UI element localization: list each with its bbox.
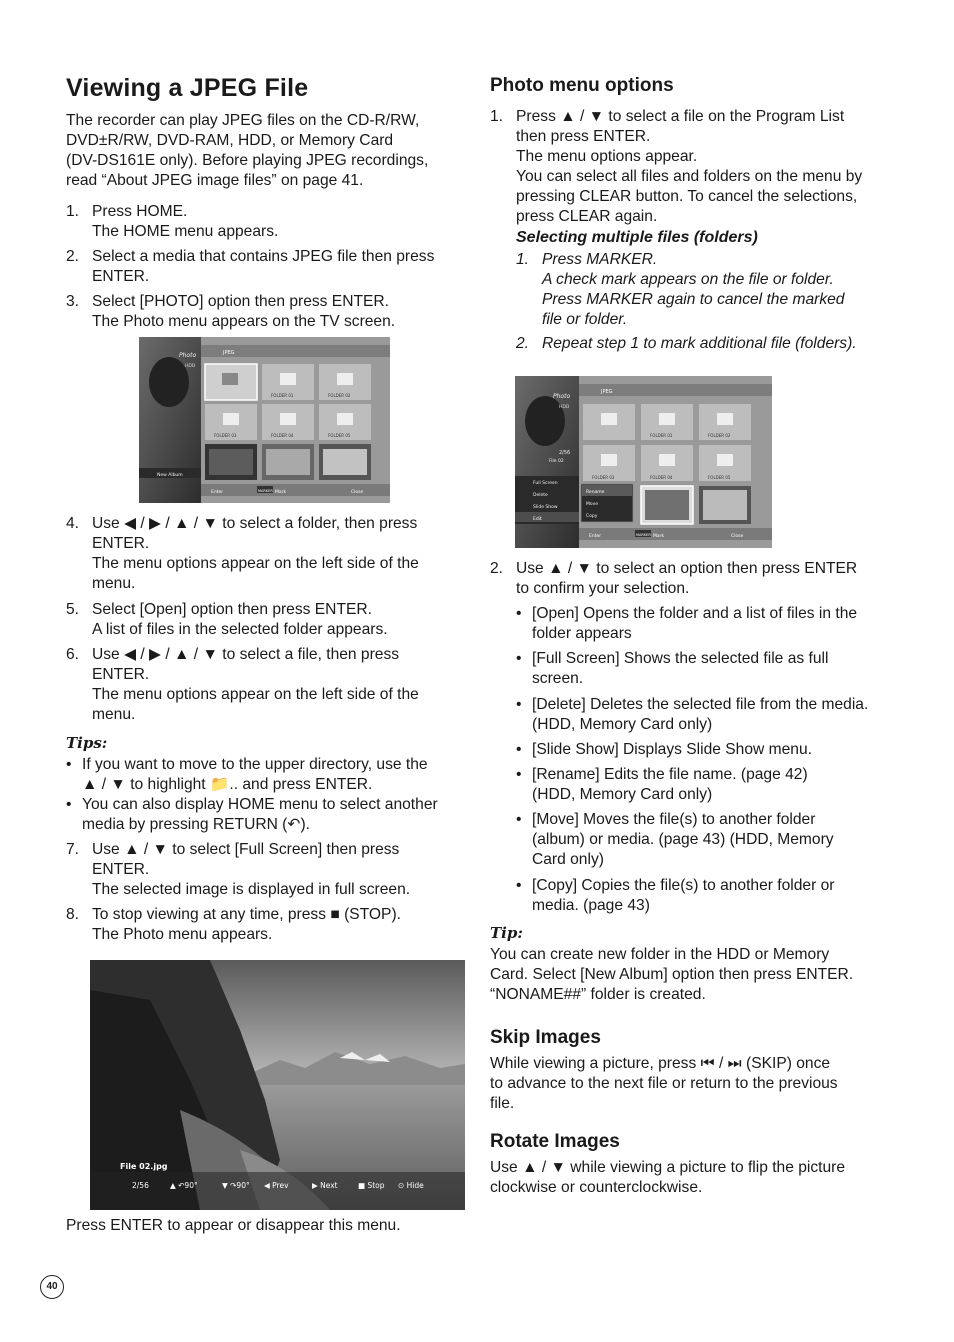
folder-label: FOLDER 04 xyxy=(650,475,673,480)
sub-heading: Selecting multiple files (folders) xyxy=(516,229,758,246)
left-menu-item: New Album xyxy=(157,473,183,478)
option-line: [Move] Moves the file(s) to another folder xyxy=(532,811,816,828)
step-line: menu. xyxy=(92,575,136,592)
tip-line: You can create new folder in the HDD or Memory xyxy=(490,946,830,963)
rotate-paragraph xyxy=(490,1158,890,1198)
rotate-ccw-control: ▲ ↶90° xyxy=(170,1181,198,1190)
intro-line: DVD±R/RW, DVD-RAM, HDD, or Memory Card xyxy=(66,132,394,149)
stop-control: ■ Stop xyxy=(358,1181,385,1190)
step-line: A list of files in the selected folder appears. xyxy=(92,621,388,638)
menu-item-edit: Edit xyxy=(533,517,542,522)
step-line: Select [PHOTO] option then press ENTER. xyxy=(92,293,389,310)
step-line: Use ◀ / ▶ / ▲ / ▼ to select a file, then press xyxy=(92,646,400,663)
file-count: 2/56 xyxy=(559,450,571,456)
photo-menu-screenshot xyxy=(139,337,390,503)
tip-line: You can also display HOME menu to select another xyxy=(82,796,438,813)
step-line: The Photo menu appears. xyxy=(92,926,273,943)
tip-line: “NONAME##” folder is created. xyxy=(490,986,706,1003)
photo-options-screen-graphic xyxy=(515,376,772,548)
tip-heading: Tip: xyxy=(490,924,523,942)
step-line: Use ▲ / ▼ to select an option then press ENTER xyxy=(516,560,858,577)
option-line: (HDD, Memory Card only) xyxy=(532,716,713,733)
page-title: Viewing a JPEG File xyxy=(66,74,309,102)
landscape-photo xyxy=(90,960,465,1210)
step-number: 2. xyxy=(66,248,80,265)
option-line: folder appears xyxy=(532,625,632,642)
folder-label: FOLDER 05 xyxy=(708,475,731,480)
step-line: press CLEAR again. xyxy=(516,208,658,225)
step-line: Press MARKER. xyxy=(542,251,658,268)
step-line: ENTER. xyxy=(92,861,150,878)
tips-heading: Tips: xyxy=(66,734,108,752)
brand-label: Photo xyxy=(553,393,571,400)
step-line: The selected image is displayed in full screen. xyxy=(92,881,411,898)
option-line: media. (page 43) xyxy=(532,897,650,914)
footer-close: Close xyxy=(731,534,744,539)
step-line: You can select all files and folders on the menu by xyxy=(516,168,863,185)
option-line: screen. xyxy=(532,670,584,687)
folder-label: FOLDER 03 xyxy=(214,433,237,438)
step-number: 2. xyxy=(490,560,504,577)
footer-enter: Enter xyxy=(211,490,224,495)
step-line: ENTER. xyxy=(92,268,150,285)
step-number: 6. xyxy=(66,646,80,663)
rotate-line: clockwise or counterclockwise. xyxy=(490,1179,703,1196)
submenu-copy: Copy xyxy=(586,514,598,519)
step-line: file or folder. xyxy=(542,311,628,328)
step-line: Use ▲ / ▼ to select [Full Screen] then press xyxy=(92,841,400,858)
skip-line: While viewing a picture, press ⏮ / ⏭ (SKIP) once xyxy=(490,1055,831,1072)
folder-label: FOLDER 01 xyxy=(271,393,294,398)
footer-close: Close xyxy=(351,490,364,495)
step-line: ENTER. xyxy=(92,666,150,683)
step-line: ENTER. xyxy=(92,535,150,552)
step-line: menu. xyxy=(92,706,136,723)
option-line: [Rename] Edits the file name. (page 42) xyxy=(532,766,808,783)
step-number: 8. xyxy=(66,906,80,923)
rotate-cw-control: ▼ ↷90° xyxy=(222,1181,250,1190)
step-line: Select [Open] option then press ENTER. xyxy=(92,601,372,618)
step-line: to confirm your selection. xyxy=(516,580,690,597)
path-label: JPEG xyxy=(601,389,613,395)
step-line: The menu options appear. xyxy=(516,148,698,165)
step-number: 1. xyxy=(490,108,504,125)
step-line: A check mark appears on the file or folder. xyxy=(542,271,834,288)
photo-options-screenshot xyxy=(515,376,772,548)
skip-images-heading: Skip Images xyxy=(490,1027,601,1048)
submenu-rename: Rename xyxy=(586,490,605,495)
folder-label: FOLDER 03 xyxy=(592,475,615,480)
file-count: 2/56 xyxy=(132,1181,149,1190)
step-line: To stop viewing at any time, press ■ (STOP). xyxy=(92,906,401,923)
step-line: Press HOME. xyxy=(92,203,188,220)
intro-paragraph xyxy=(66,111,461,191)
intro-line: read “About JPEG image files” on page 41. xyxy=(66,172,364,189)
step-line: Repeat step 1 to mark additional file (folders). xyxy=(542,335,857,352)
tip-line: Card. Select [New Album] option then press ENTER. xyxy=(490,966,854,983)
tip-line: ▲ / ▼ to highlight 📁.. and press ENTER. xyxy=(82,776,373,793)
option-line: [Copy] Copies the file(s) to another folder or xyxy=(532,877,835,894)
folder-label: FOLDER 02 xyxy=(328,393,351,398)
tip-line: media by pressing RETURN (↶). xyxy=(82,816,310,833)
tip-line: If you want to move to the upper directory, use the xyxy=(82,756,428,773)
tip-paragraph xyxy=(490,945,890,1005)
option-line: Card only) xyxy=(532,851,604,868)
photo-menu-screen-graphic xyxy=(139,337,390,503)
menu-item-slide-show: Slide Show xyxy=(533,505,558,510)
rotate-line: Use ▲ / ▼ while viewing a picture to flip the picture xyxy=(490,1159,846,1176)
option-line: [Slide Show] Displays Slide Show menu. xyxy=(532,741,812,758)
step-line: Press MARKER again to cancel the marked xyxy=(542,291,845,308)
step-line: Use ◀ / ▶ / ▲ / ▼ to select a folder, then press xyxy=(92,515,418,532)
intro-line: (DV-DS161E only). Before playing JPEG recordings, xyxy=(66,152,429,169)
option-line: (album) or media. (page 43) (HDD, Memory xyxy=(532,831,834,848)
step-line: The Photo menu appears on the TV screen. xyxy=(92,313,396,330)
submenu-move: Move xyxy=(586,502,599,507)
folder-label: FOLDER 02 xyxy=(708,433,731,438)
rotate-images-heading: Rotate Images xyxy=(490,1131,620,1152)
filename-label: File 02.jpg xyxy=(120,1162,168,1171)
skip-line: to advance to the next file or return to the previous xyxy=(490,1075,838,1092)
photo-menu-heading: Photo menu options xyxy=(490,75,674,96)
step-line: The menu options appear on the left side of the xyxy=(92,686,419,703)
menu-item-delete: Delete xyxy=(533,493,548,498)
folder-label: FOLDER 05 xyxy=(328,433,351,438)
step-number: 4. xyxy=(66,515,80,532)
page-number: 40 xyxy=(40,1275,64,1299)
step-line: The menu options appear on the left side of the xyxy=(92,555,419,572)
footer-marker: MARKER xyxy=(258,489,273,493)
folder-label: FOLDER 04 xyxy=(271,433,294,438)
step-line: Press ▲ / ▼ to select a file on the Program List xyxy=(516,108,845,125)
footer-mark: Mark xyxy=(275,490,287,495)
next-control: ▶ Next xyxy=(312,1181,338,1190)
footer-enter: Enter xyxy=(589,534,602,539)
path-label: JPEG xyxy=(223,350,235,356)
step-line: Select a media that contains JPEG file then press xyxy=(92,248,435,265)
step-number: 1. xyxy=(516,251,530,268)
folder-label: FOLDER 01 xyxy=(650,433,673,438)
step-number: 2. xyxy=(516,335,530,352)
caption: Press ENTER to appear or disappear this menu. xyxy=(66,1217,401,1234)
menu-item-full-screen: Full Screen xyxy=(533,481,558,486)
step-number: 5. xyxy=(66,601,80,618)
footer-marker: MARKER xyxy=(636,533,651,537)
step-line: pressing CLEAR button. To cancel the selections, xyxy=(516,188,858,205)
media-label: HDD xyxy=(559,405,570,410)
step-line: then press ENTER. xyxy=(516,128,651,145)
prev-control: ◀ Prev xyxy=(264,1181,289,1190)
fullscreen-photo-screenshot xyxy=(90,960,465,1210)
option-line: [Open] Opens the folder and a list of files in the xyxy=(532,605,858,622)
media-label: HDD xyxy=(185,364,196,369)
skip-line: file. xyxy=(490,1095,515,1112)
step-number: 7. xyxy=(66,841,80,858)
skip-paragraph xyxy=(490,1054,890,1114)
option-line: [Delete] Deletes the selected file from the media. xyxy=(532,696,869,713)
step-number: 3. xyxy=(66,293,80,310)
file-label: File 02 xyxy=(549,459,564,464)
hide-control: ⊙ Hide xyxy=(398,1181,424,1190)
intro-line: The recorder can play JPEG files on the CD-R/RW, xyxy=(66,112,420,129)
step-number: 1. xyxy=(66,203,80,220)
option-line: (HDD, Memory Card only) xyxy=(532,786,713,803)
step-line: The HOME menu appears. xyxy=(92,223,279,240)
option-line: [Full Screen] Shows the selected file as full xyxy=(532,650,829,667)
brand-label: Photo xyxy=(179,352,197,359)
footer-mark: Mark xyxy=(653,534,665,539)
